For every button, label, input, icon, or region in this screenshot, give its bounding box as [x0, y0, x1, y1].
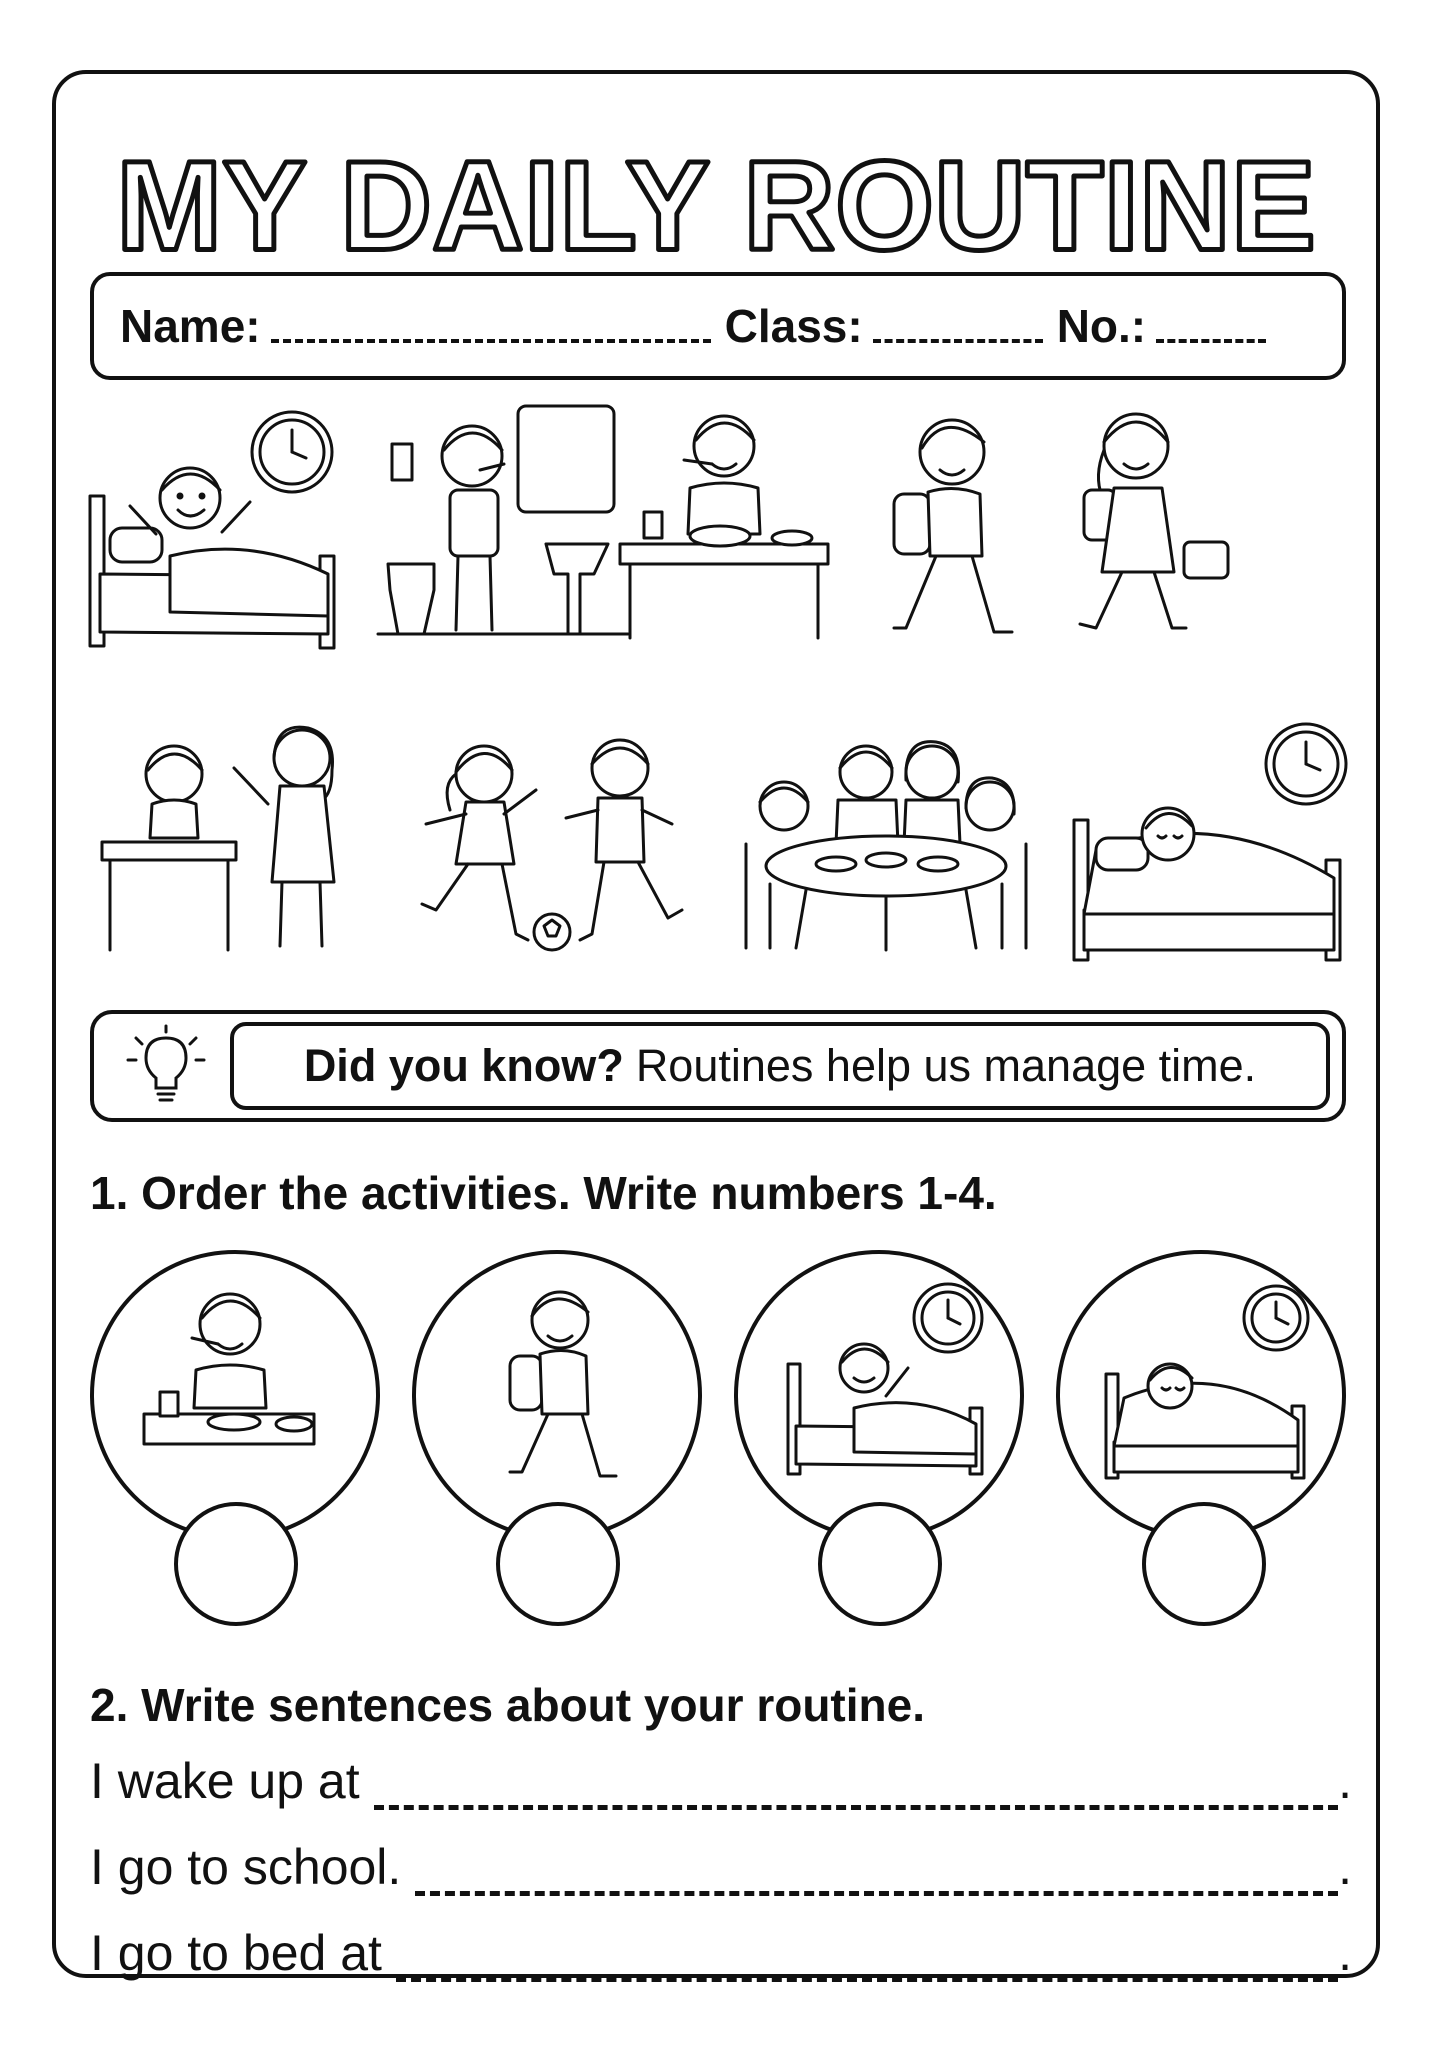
- lightbulb-icon: [116, 1024, 216, 1110]
- sentence-line-1[interactable]: [90, 1752, 1352, 1810]
- sentence-line-3[interactable]: [90, 1924, 1352, 1982]
- sentence-prompt-2: I go to school.: [90, 1839, 402, 1895]
- family-dinner-icon: [726, 714, 1046, 974]
- student-info-bar: [90, 272, 1346, 380]
- sentence-end-3: .: [1338, 1925, 1352, 1981]
- boy-walking-to-school-icon: [864, 396, 1034, 666]
- name-label: Name:: [120, 300, 261, 352]
- page-title-text: MY DAILY ROUTINE: [116, 134, 1316, 277]
- wake-up-icon: [70, 406, 360, 656]
- sentence-blank-2[interactable]: [415, 1851, 1338, 1896]
- class-label: Class:: [724, 300, 863, 352]
- name-field[interactable]: [271, 309, 711, 343]
- worksheet: [52, 70, 1380, 1981]
- walk-to-school-icon: [436, 1274, 678, 1494]
- fact-text: Routines help us manage time.: [635, 1040, 1257, 1091]
- order-number-input-1[interactable]: [174, 1502, 298, 1626]
- order-number-input-2[interactable]: [496, 1502, 620, 1626]
- exercise-2-heading: 2. Write sentences about your routine.: [90, 1679, 925, 1731]
- number-label: No.:: [1056, 300, 1147, 352]
- sentence-line-2[interactable]: [90, 1838, 1352, 1896]
- sentence-blank-3[interactable]: [396, 1937, 1338, 1982]
- wake-up-icon: [758, 1274, 1000, 1494]
- activity-card-breakfast: [90, 1250, 380, 1540]
- play-football-icon: [406, 714, 706, 974]
- class-field[interactable]: [873, 309, 1043, 343]
- sentence-prompt-3: I go to bed at: [90, 1925, 382, 1981]
- eat-breakfast-icon: [114, 1274, 356, 1494]
- sentence-end-1: .: [1338, 1753, 1352, 1809]
- page-title: [56, 102, 1376, 292]
- go-to-sleep-icon: [1056, 710, 1366, 980]
- exercise-1-heading: 1. Order the activities. Write numbers 1-4.: [90, 1167, 997, 1219]
- number-field[interactable]: [1156, 309, 1266, 343]
- order-number-input-3[interactable]: [818, 1502, 942, 1626]
- go-to-sleep-icon: [1080, 1274, 1322, 1494]
- girl-walking-to-school-icon: [1044, 392, 1254, 662]
- study-in-class-icon: [96, 714, 396, 974]
- eat-breakfast-icon: [604, 394, 854, 664]
- sentence-prompt-1: I wake up at: [90, 1753, 360, 1809]
- activity-card-school: [412, 1250, 702, 1540]
- did-you-know-box: [90, 1010, 1346, 1122]
- sentence-end-2: .: [1338, 1839, 1352, 1895]
- order-number-input-4[interactable]: [1142, 1502, 1266, 1626]
- brush-teeth-icon: [368, 394, 638, 664]
- fact-lead: Did you know?: [303, 1040, 624, 1091]
- fact-text-box: [230, 1022, 1330, 1110]
- sentence-blank-1[interactable]: [374, 1765, 1338, 1810]
- activity-card-wake-up: [734, 1250, 1024, 1540]
- activity-card-bedtime: [1056, 1250, 1346, 1540]
